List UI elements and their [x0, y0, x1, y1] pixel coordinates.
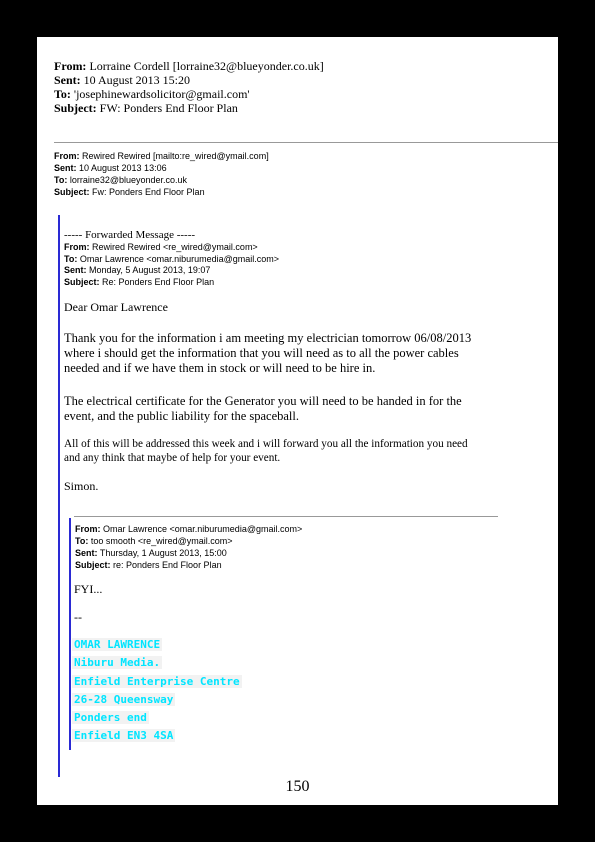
q-to-label: To: — [75, 536, 89, 546]
q-subject-value: re: Ponders End Floor Plan — [110, 560, 222, 570]
header-from — [54, 59, 324, 73]
header-to-label: To: — [54, 87, 71, 101]
fwd-sent — [64, 265, 279, 277]
fyi-text: FYI... — [74, 582, 103, 596]
fwd-sent-value: Monday, 5 August 2013, 19:07 — [86, 265, 211, 275]
signoff: Simon. — [64, 479, 99, 493]
quoted-header — [75, 523, 302, 571]
signature-address-3 — [72, 708, 242, 726]
fw-sent — [54, 162, 269, 174]
header-subject-label: Subject: — [54, 101, 97, 115]
fwd-to-value: Omar Lawrence <omar.niburumedia@gmail.com> — [77, 253, 280, 264]
fwd-to-label: To: — [64, 253, 78, 264]
p1-line-1: Thank you for the information i am meeting my electrician tomorrow 06/08/2013 — [64, 331, 472, 345]
fw-sent-value: 10 August 2013 13:06 — [76, 163, 167, 173]
q-to-value: too smooth <re_wired@ymail.com> — [88, 536, 233, 546]
signature-line: Ponders end — [74, 711, 147, 725]
fw-to-label: To: — [54, 175, 68, 185]
greeting: Dear Omar Lawrence — [64, 300, 168, 314]
fwd-from-value: Rewired Rewired <re_wired@ymail.com> — [89, 242, 258, 252]
forwarded-banner: ----- Forwarded Message ----- — [64, 229, 196, 241]
signature-line: Enfield EN3 4SA — [74, 729, 174, 743]
header-divider — [54, 142, 558, 143]
fw-to-value: lorraine32@blueyonder.co.uk — [67, 175, 188, 185]
signature-separator: -- — [74, 610, 82, 624]
document-page — [37, 37, 558, 805]
body-paragraph-2 — [64, 394, 462, 424]
signature-line: Enfield Enterprise Centre — [74, 674, 240, 688]
quoted-divider — [74, 516, 498, 517]
fw-from-label: From: — [54, 151, 80, 161]
signature-address-1 — [72, 672, 242, 690]
signature-block — [72, 635, 242, 745]
fwd-from-label: From: — [64, 242, 90, 252]
fw-to — [54, 174, 269, 186]
q-to — [75, 535, 302, 547]
fwd-subject-label: Subject: — [64, 276, 100, 287]
p3-line-2: and any think that maybe of help for your event. — [64, 452, 281, 464]
body-paragraph-3 — [64, 437, 468, 465]
p1-line-3: needed and if we have them in stock or will need to be hire in. — [64, 361, 376, 375]
p1-line-2: where i should get the information that you will need as to all the power cables — [64, 346, 459, 360]
fwd-sent-label: Sent: — [64, 265, 87, 275]
signature-company — [72, 653, 242, 671]
forward-header — [54, 150, 269, 198]
quote-bar-inner — [69, 518, 71, 750]
signature-line: OMAR LAWRENCE — [74, 638, 161, 651]
header-subject-value: FW: Ponders End Floor Plan — [96, 101, 238, 115]
fwd-subject-value: Re: Ponders End Floor Plan — [99, 276, 215, 287]
header-sent-label: Sent: — [54, 73, 81, 87]
q-sent — [75, 547, 302, 559]
quote-bar-outer — [58, 215, 60, 777]
header-from-value: Lorraine Cordell [lorraine32@blueyonder.co.uk] — [86, 59, 324, 73]
fw-subject — [54, 186, 269, 198]
p2-line-2: event, and the public liability for the spaceball. — [64, 409, 299, 423]
fw-subject-value: Fw: Ponders End Floor Plan — [89, 187, 205, 197]
q-from-value: Omar Lawrence <omar.niburumedia@gmail.com> — [100, 524, 303, 534]
signature-line: Niburu Media. — [74, 656, 161, 670]
p2-line-1: The electrical certificate for the Generator you will need to be handed in for the — [64, 394, 462, 408]
fw-subject-label: Subject: — [54, 187, 90, 197]
header-sent — [54, 73, 324, 87]
q-sent-label: Sent: — [75, 548, 98, 558]
q-from-label: From: — [75, 524, 101, 534]
p3-line-1: All of this will be addressed this week and i will forward you all the information you need — [64, 438, 468, 450]
q-sent-value: Thursday, 1 August 2013, 15:00 — [97, 548, 227, 558]
header-to — [54, 87, 324, 101]
q-from — [75, 523, 302, 535]
header-to-value: 'josephinewardsolicitor@gmail.com' — [70, 87, 250, 101]
body-paragraph-1 — [64, 331, 471, 376]
header-subject — [54, 101, 324, 115]
q-subject — [75, 559, 302, 571]
signature-address-2 — [72, 690, 242, 708]
page-number: 150 — [285, 778, 310, 795]
fw-from-value: Rewired Rewired [mailto:re_wired@ymail.com] — [79, 151, 269, 161]
header-from-label: From: — [54, 59, 87, 73]
signature-line: 26-28 Queensway — [74, 692, 174, 706]
fw-from — [54, 150, 269, 162]
fwd-from — [64, 242, 279, 254]
signature-name — [72, 635, 242, 653]
email-header — [54, 59, 324, 115]
fwd-subject — [64, 277, 279, 289]
header-sent-value: 10 August 2013 15:20 — [80, 73, 191, 87]
fw-sent-label: Sent: — [54, 163, 77, 173]
fwd-to — [64, 254, 279, 266]
q-subject-label: Subject: — [75, 560, 111, 570]
signature-address-4 — [72, 726, 242, 744]
forwarded-header — [64, 242, 279, 288]
